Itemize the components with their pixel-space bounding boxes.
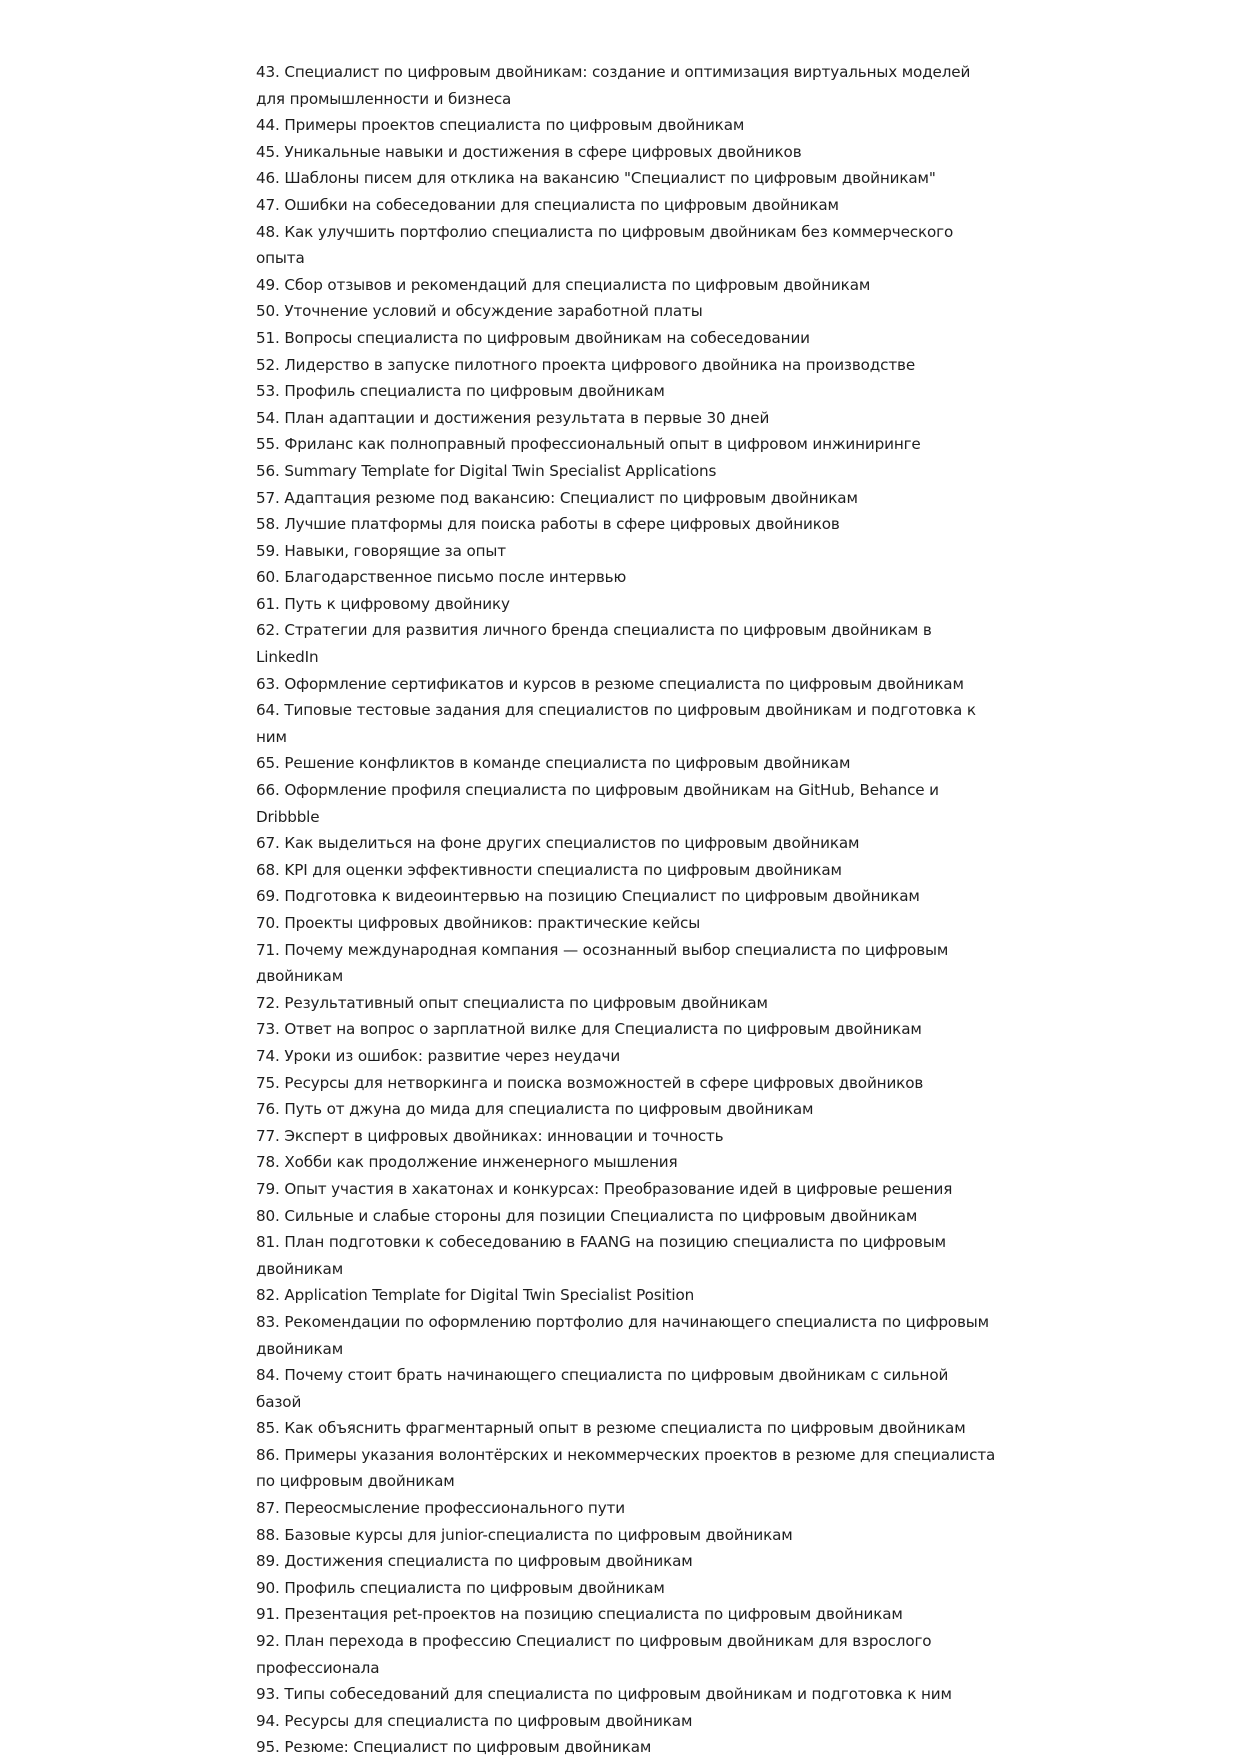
table-of-contents [256,59,998,1761]
toc-item[interactable]: 56. Summary Template for Digital Twin Specialist Applications [256,461,717,480]
toc-item[interactable]: 59. Навыки, говорящие за опыт [256,541,506,560]
toc-item[interactable]: 62. Стратегии для развития личного бренда специалиста по цифровым двойникам в LinkedIn [256,621,932,667]
toc-item[interactable]: 55. Фриланс как полноправный профессиональный опыт в цифровом инжиниринге [256,435,921,454]
toc-item[interactable]: 53. Профиль специалиста по цифровым двойникам [256,382,665,401]
toc-item[interactable]: 85. Как объяснить фрагментарный опыт в резюме специалиста по цифровым двойникам [256,1419,966,1438]
toc-item[interactable]: 63. Оформление сертификатов и курсов в резюме специалиста по цифровым двойникам [256,674,964,693]
toc-item[interactable]: 70. Проекты цифровых двойников: практические кейсы [256,914,701,932]
toc-item[interactable]: 65. Решение конфликтов в команде специалиста по цифровым двойникам [256,754,851,773]
toc-item[interactable]: 51. Вопросы специалиста по цифровым двойникам на собеседовании [256,328,810,347]
toc-item[interactable]: 61. Путь к цифровому двойнику [256,594,510,613]
toc-item[interactable]: 80. Сильные и слабые стороны для позиции Специалиста по цифровым двойникам [256,1206,918,1225]
toc-item[interactable]: 81. План подготовки к собеседованию в FAANG на позицию специалиста по цифровым двойникам [256,1233,946,1278]
toc-item[interactable]: 87. Переосмысление профессионального пути [256,1499,625,1518]
toc-item[interactable]: 71. Почему международная компания — осознанный выбор специалиста по цифровым двойникам [256,940,949,986]
toc-item[interactable]: 78. Хобби как продолжение инженерного мышления [256,1153,678,1172]
toc-item[interactable]: 57. Адаптация резюме под вакансию: Специалист по цифровым двойникам [256,488,858,507]
toc-item[interactable]: 79. Опыт участия в хакатонах и конкурсах: Преобразование идей в цифровые решения [256,1179,953,1198]
toc-item[interactable]: 89. Достижения специалиста по цифровым двойникам [256,1552,693,1571]
toc-item[interactable]: 74. Уроки из ошибок: развитие через неудачи [256,1046,621,1065]
toc-item[interactable]: 95. Резюме: Специалист по цифровым двойникам [256,1738,652,1757]
toc-item[interactable]: 88. Базовые курсы для junior-специалиста по цифровым двойникам [256,1525,793,1544]
toc-item[interactable]: 47. Ошибки на собеседовании для специалиста по цифровым двойникам [256,195,839,214]
toc-item[interactable]: 67. Как выделиться на фоне других специалистов по цифровым двойникам [256,834,860,853]
toc-item[interactable]: 90. Профиль специалиста по цифровым двойникам [256,1578,665,1597]
toc-item[interactable]: 49. Сбор отзывов и рекомендаций для специалиста по цифровым двойникам [256,275,871,294]
toc-item[interactable]: 44. Примеры проектов специалиста по цифровым двойникам [256,116,745,135]
toc-item[interactable]: 52. Лидерство в запуске пилотного проекта цифрового двойника на производстве [256,355,916,374]
toc-item[interactable]: 93. Типы собеседований для специалиста по цифровым двойникам и подготовка к ним [256,1685,952,1704]
toc-item[interactable]: 84. Почему стоит брать начинающего специалиста по цифровым двойникам с сильной базой [256,1366,949,1411]
toc-item[interactable]: 43. Специалист по цифровым двойникам: создание и оптимизация виртуальных моделей для промышленности и бизнеса [256,63,971,108]
toc-item[interactable]: 92. План перехода в профессию Специалист по цифровым двойникам для взрослого профессионала [256,1632,932,1677]
toc-item[interactable]: 58. Лучшие платформы для поиска работы в сфере цифровых двойников [256,515,840,534]
toc-item[interactable]: 69. Подготовка к видеоинтервью на позицию Специалист по цифровым двойникам [256,887,920,906]
toc-item[interactable]: 83. Рекомендации по оформлению портфолио для начинающего специалиста по цифровым двойникам [256,1312,989,1358]
toc-item[interactable]: 54. План адаптации и достижения результата в первые 30 дней [256,408,770,427]
toc-item[interactable]: 60. Благодарственное письмо после интервью [256,568,627,587]
toc-item[interactable]: 64. Типовые тестовые задания для специалистов по цифровым двойникам и подготовка к ним [256,701,976,746]
toc-item[interactable]: 73. Ответ на вопрос о зарплатной вилке для Специалиста по цифровым двойникам [256,1020,922,1039]
toc-item[interactable]: 94. Ресурсы для специалиста по цифровым двойникам [256,1711,693,1730]
toc-item[interactable]: 75. Ресурсы для нетворкинга и поиска возможностей в сфере цифровых двойников [256,1073,924,1092]
toc-item[interactable]: 72. Результативный опыт специалиста по цифровым двойникам [256,993,768,1012]
toc-item[interactable]: 91. Презентация pet-проектов на позицию специалиста по цифровым двойникам [256,1605,903,1624]
toc-item[interactable]: 66. Оформление профиля специалиста по цифровым двойникам на GitHub, Behance и Dribbble [256,781,939,826]
toc-item[interactable]: 77. Эксперт в цифровых двойниках: инновации и точность [256,1126,724,1145]
toc-item[interactable]: 82. Application Template for Digital Twin Specialist Position [256,1286,695,1305]
toc-item[interactable]: 86. Примеры указания волонтёрских и некоммерческих проектов в резюме для специалиста по цифровым двойникам [256,1445,996,1491]
toc-item[interactable]: 50. Уточнение условий и обсуждение заработной платы [256,302,703,321]
toc-item[interactable]: 48. Как улучшить портфолио специалиста по цифровым двойникам без коммерческого опыта [256,222,954,268]
toc-item[interactable]: 76. Путь от джуна до мида для специалиста по цифровым двойникам [256,1100,814,1119]
toc-item[interactable]: 45. Уникальные навыки и достижения в сфере цифровых двойников [256,142,802,161]
toc-item[interactable]: 46. Шаблоны писем для отклика на вакансию "Специалист по цифровым двойникам" [256,169,936,188]
toc-item[interactable]: 68. KPI для оценки эффективности специалиста по цифровым двойникам [256,860,842,879]
